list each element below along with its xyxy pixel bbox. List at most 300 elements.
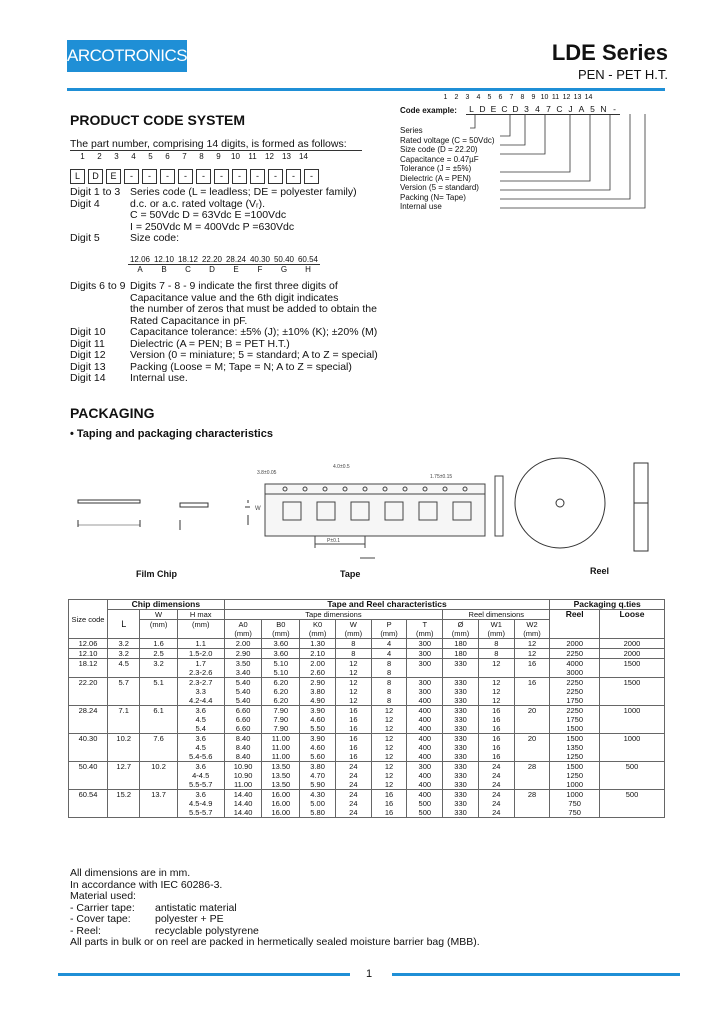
row-W1-line: 12 (492, 678, 501, 687)
row-size: 60.54 (69, 790, 108, 818)
row-P-line: 12 (384, 762, 394, 771)
row-reel-line: 750 (568, 808, 581, 817)
row-size: 18.12 (69, 659, 108, 678)
row-A0 (224, 790, 262, 818)
row-T (407, 790, 443, 818)
row-P-line: 12 (384, 724, 394, 733)
col-unit: (mm) (272, 629, 290, 638)
row-D-line: 330 (454, 678, 467, 687)
row-loose: 500 (599, 762, 664, 790)
row-D-line: 330 (454, 659, 467, 668)
col-label: P (386, 620, 392, 629)
row-reel-line: 1500 (566, 724, 584, 733)
film-chip-label: Film Chip (136, 569, 177, 579)
example-digit-number: 8 (520, 94, 525, 101)
row-K0-line: 5.80 (310, 808, 325, 817)
row-H-line: 4.5 (195, 715, 206, 724)
row-A0-line: 5.40 (235, 678, 251, 687)
row-T (407, 639, 443, 649)
row-W1-line: 24 (492, 799, 501, 808)
row-W2: 20 (514, 734, 550, 762)
row-reel (550, 706, 600, 734)
row-K0-line: 5.90 (310, 780, 325, 789)
example-digit: N (598, 104, 609, 115)
table-row (69, 659, 665, 678)
row-D (443, 706, 479, 734)
row-H-line: 3.6 (195, 734, 206, 743)
row-H-line: 5.5-5.7 (189, 808, 213, 817)
row-TW-line: 16 (349, 724, 358, 733)
row-D-line: 180 (454, 639, 467, 648)
row-P-line: 12 (384, 706, 394, 715)
size-code: 22.20 (201, 255, 223, 264)
col-unit: (mm) (234, 629, 252, 638)
series-title: LDE Series (551, 40, 668, 65)
code-example-label: Code example: (400, 106, 457, 115)
row-K0 (300, 649, 336, 659)
row-A0-line: 2.00 (235, 639, 251, 648)
row-D (443, 659, 479, 678)
row-reel-line: 1500 (566, 734, 584, 743)
row-L: 15.2 (108, 790, 140, 818)
row-D-line: 330 (454, 752, 467, 761)
digit-number: 13 (282, 152, 291, 161)
row-B0-line: 7.90 (273, 724, 289, 733)
row-H-line: 4.2-4.4 (189, 696, 213, 705)
row-K0-line: 2.90 (310, 678, 325, 687)
digit-desc (130, 199, 410, 234)
row-D-line: 330 (454, 743, 467, 752)
col-6 (335, 620, 371, 639)
example-legend-item: Capacitance = 0.47µF (400, 154, 479, 164)
row-TW-line: 24 (349, 780, 358, 789)
row-D-line: 330 (454, 724, 467, 733)
row-loose: 1500 (599, 659, 664, 678)
digit-desc (130, 350, 430, 362)
row-T-line: 400 (418, 790, 432, 799)
row-reel (550, 734, 600, 762)
row-D (443, 762, 479, 790)
digit-key: Digit 10 (70, 326, 106, 338)
page-number: 1 (366, 968, 373, 980)
row-B0-line: 16.00 (271, 808, 291, 817)
row-H-line: 3.6 (195, 762, 206, 771)
row-K0 (300, 706, 336, 734)
row-K0-line: 2.60 (310, 668, 325, 677)
row-W1 (478, 790, 514, 818)
row-K0-line: 4.30 (310, 790, 325, 799)
table-row (69, 649, 665, 659)
digit-number-row (74, 152, 312, 161)
table-row (69, 734, 665, 762)
row-T-line: 400 (418, 734, 432, 743)
row-TW-line: 16 (349, 734, 358, 743)
row-B0-line: 6.20 (273, 678, 289, 687)
packaging-table (68, 599, 665, 818)
row-B0-line: 7.90 (273, 706, 289, 715)
row-TW-line: 12 (349, 696, 358, 705)
row-T-line: 400 (418, 724, 432, 733)
digit-box: - (250, 169, 265, 184)
row-W1-line: 8 (494, 649, 499, 658)
film-chip-drawing (70, 485, 260, 545)
example-digit-number: 14 (584, 94, 593, 101)
col-7 (371, 620, 407, 639)
row-TW-line: 24 (349, 799, 358, 808)
group-chip-dimensions: Chip dimensions (108, 600, 225, 610)
row-W2: 28 (514, 790, 550, 818)
col-reel: Reel (550, 610, 600, 639)
row-H-line: 1.1 (195, 639, 206, 648)
row-TW-line: 12 (349, 668, 358, 677)
svg-text:P±0.1: P±0.1 (327, 538, 341, 544)
col-unit: (mm) (451, 629, 470, 638)
row-D (443, 790, 479, 818)
row-D-line: 330 (454, 696, 467, 705)
row-reel-line: 1000 (566, 780, 584, 789)
digit-desc-line: Packing (Loose = M; Tape = N; A to Z = special) (130, 360, 352, 373)
row-loose: 2000 (599, 639, 664, 649)
row-reel (550, 639, 600, 649)
footer-line-right (392, 973, 680, 976)
material-key: - Carrier tape: (70, 901, 135, 914)
row-size: 12.10 (69, 649, 108, 659)
digit-number: 11 (248, 152, 257, 161)
row-B0-line: 6.20 (273, 687, 289, 696)
row-L: 7.1 (108, 706, 140, 734)
row-P-line: 12 (384, 743, 394, 752)
table-row (69, 706, 665, 734)
digit-desc-line: C = 50Vdc D = 63Vdc E =100Vdc (130, 209, 287, 221)
row-H-line: 5.4 (195, 724, 206, 733)
example-legend-item: Rated voltage (C = 50Vdc) (400, 135, 495, 145)
row-B0-line: 16.00 (271, 790, 291, 799)
row-TW (335, 678, 371, 706)
row-loose: 2000 (599, 649, 664, 659)
row-loose: 500 (599, 790, 664, 818)
digit-box: - (232, 169, 247, 184)
row-W1-line: 24 (492, 762, 501, 771)
size-letter: A (137, 265, 143, 274)
row-P (371, 762, 407, 790)
row-K0-line: 5.60 (310, 752, 325, 761)
digit-desc-line: Capacitance tolerance: ±5% (J); ±10% (K); ±20% (M) (130, 326, 378, 338)
row-H (177, 734, 224, 762)
row-TW (335, 639, 371, 649)
digit-key: Digit 5 (70, 232, 100, 244)
digit-desc (130, 373, 430, 385)
row-reel (550, 678, 600, 706)
digit-desc (130, 187, 410, 199)
example-digit-number: 13 (573, 94, 582, 101)
note-line: All dimensions are in mm. (70, 867, 191, 879)
example-digit-number: 11 (551, 94, 560, 101)
row-W1-line: 24 (492, 780, 501, 789)
table-row (69, 790, 665, 818)
digit-number: 8 (199, 152, 204, 161)
row-K0-line: 2.10 (310, 649, 325, 658)
tape-drawing (255, 458, 510, 568)
row-P-line: 12 (384, 752, 394, 761)
material-key: - Cover tape: (70, 913, 131, 925)
row-H-line: 5.5-5.7 (189, 780, 213, 789)
example-digit-number: 2 (454, 94, 459, 101)
row-K0-line: 4.90 (310, 696, 325, 705)
row-W1-line: 12 (492, 659, 501, 668)
example-digit-numbers (440, 94, 594, 101)
digit-number: 2 (97, 152, 102, 161)
digit-desc-line: Version (0 = miniature; 5 = standard; A to Z = special) (130, 349, 378, 361)
digit-number: 9 (216, 152, 221, 161)
row-A0-line: 2.90 (235, 649, 251, 658)
example-digit-number: 6 (498, 94, 503, 101)
product-code-heading: PRODUCT CODE SYSTEM (70, 112, 246, 128)
example-digit-number: 12 (562, 94, 571, 101)
example-digit: - (609, 104, 620, 115)
digit-desc (130, 327, 430, 339)
digit-box: L (70, 169, 85, 184)
row-T-line: 500 (418, 799, 432, 808)
digit-desc (130, 281, 430, 327)
row-B0-line: 11.00 (271, 752, 290, 761)
digit-box: E (106, 169, 121, 184)
row-A0 (224, 734, 262, 762)
row-TW-line: 12 (349, 678, 358, 687)
col-unit: (mm) (344, 629, 363, 638)
row-A0-line: 3.50 (235, 659, 251, 668)
row-L: 12.7 (108, 762, 140, 790)
size-letter: C (185, 265, 191, 274)
row-D (443, 639, 479, 649)
group-tape-reel: Tape and Reel characteristics (224, 600, 550, 610)
row-K0-line: 4.60 (310, 715, 325, 724)
row-A0 (224, 659, 262, 678)
row-A0-line: 6.60 (235, 706, 251, 715)
example-legend-item: Version (5 = standard) (400, 183, 479, 192)
row-W1-line: 8 (494, 639, 499, 648)
row-B0 (262, 790, 300, 818)
row-W: 13.7 (140, 790, 177, 818)
digit-desc-line: Series code (L = leadless; DE = polyester family) (130, 186, 357, 198)
row-W1-line: 24 (492, 808, 501, 817)
row-P-line: 4 (386, 639, 392, 648)
row-D-line: 330 (454, 762, 467, 771)
row-reel-line: 750 (568, 799, 581, 808)
row-TW-line: 24 (349, 762, 358, 771)
row-TW-line: 8 (351, 639, 356, 648)
row-A0-line: 8.40 (235, 752, 251, 761)
size-letter: E (233, 265, 239, 274)
row-H (177, 706, 224, 734)
table-row (69, 762, 665, 790)
row-W2: 16 (514, 678, 550, 706)
row-H-line: 1.5-2.0 (189, 649, 213, 658)
digit-row (70, 187, 410, 199)
row-reel-line: 2250 (566, 687, 584, 696)
digit-box: - (214, 169, 229, 184)
row-TW-line: 12 (349, 687, 358, 696)
digit-box: D (88, 169, 103, 184)
col-label: W (349, 620, 357, 629)
digit-key: Digit 12 (70, 349, 106, 361)
row-B0 (262, 734, 300, 762)
row-D-line: 330 (454, 790, 467, 799)
row-T-line: 300 (418, 687, 432, 696)
row-K0 (300, 734, 336, 762)
svg-text:3.8±0.05: 3.8±0.05 (257, 470, 277, 476)
row-P-line: 16 (384, 790, 394, 799)
row-reel-line: 1250 (566, 771, 584, 780)
example-legend-item: Dielectric (A = PEN) (400, 173, 471, 183)
row-K0 (300, 678, 336, 706)
reel-label: Reel (590, 566, 610, 576)
row-W2: 16 (514, 659, 550, 678)
row-D-line: 330 (454, 734, 467, 743)
example-legend-item: Series (400, 126, 423, 135)
row-H (177, 659, 224, 678)
row-H-line: 2.3-2.6 (189, 668, 213, 677)
table-row (69, 678, 665, 706)
row-D-line: 330 (454, 687, 467, 696)
row-A0 (224, 649, 262, 659)
col-unit: (mm) (523, 629, 541, 638)
example-legend-item: Internal use (400, 202, 442, 211)
row-B0 (262, 649, 300, 659)
row-H (177, 790, 224, 818)
footer-line-left (58, 973, 350, 976)
row-H-line: 4.5 (195, 743, 206, 752)
row-A0-line: 5.40 (235, 687, 251, 696)
digit-box: - (142, 169, 157, 184)
row-TW-line: 16 (349, 752, 358, 761)
row-P (371, 706, 407, 734)
row-T-line: 300 (418, 678, 432, 687)
row-size: 12.06 (69, 639, 108, 649)
digit-key: Digit 11 (70, 337, 105, 350)
col-10 (478, 620, 514, 639)
row-A0 (224, 762, 262, 790)
row-K0-line: 1.30 (310, 639, 325, 648)
col-4 (262, 620, 300, 639)
row-loose: 1000 (599, 706, 664, 734)
row-TW (335, 762, 371, 790)
digit-explanations-2 (70, 281, 430, 385)
row-W1-line: 16 (492, 724, 501, 733)
row-T-line: 400 (418, 706, 432, 715)
example-digit-number: 9 (531, 94, 536, 101)
row-TW-line: 16 (349, 743, 358, 752)
row-B0-line: 13.50 (271, 762, 291, 771)
digit-number: 12 (265, 152, 274, 161)
row-W2: 12 (514, 649, 550, 659)
col-label: W1 (490, 620, 502, 629)
row-W1-line: 24 (492, 790, 501, 799)
row-TW-line: 8 (351, 649, 356, 658)
row-A0-line: 14.40 (233, 799, 253, 808)
sub-reel-dims: Reel dimensions (443, 610, 550, 620)
row-P-line: 8 (386, 659, 392, 668)
row-K0-line: 5.00 (310, 799, 325, 808)
note-line: In accordance with IEC 60286-3. (70, 878, 223, 891)
packaging-heading: PACKAGING (70, 405, 155, 421)
row-A0-line: 5.40 (235, 696, 251, 705)
row-D-line: 330 (454, 715, 467, 724)
digit-row (70, 373, 430, 385)
row-K0-line: 2.00 (310, 659, 325, 668)
row-W1-line: 24 (492, 771, 501, 780)
row-T (407, 734, 443, 762)
unit-Hmax: (mm) (177, 620, 224, 639)
example-digit: 4 (532, 104, 543, 115)
material-value: recyclable polystyrene (155, 924, 259, 937)
row-H-line: 5.4-5.6 (189, 752, 213, 761)
row-H-line: 4.5-4.9 (189, 799, 213, 808)
col-9 (443, 620, 479, 639)
size-code: 28.24 (225, 255, 247, 264)
digit-desc-line: Internal use. (130, 372, 188, 384)
row-T-line: 300 (418, 762, 432, 771)
svg-text:4.0±0.5: 4.0±0.5 (333, 464, 350, 470)
size-letter: F (257, 265, 263, 274)
example-digit: C (499, 104, 510, 115)
row-W1 (478, 639, 514, 649)
row-H (177, 762, 224, 790)
row-K0-line: 4.70 (310, 771, 325, 780)
row-size: 22.20 (69, 678, 108, 706)
row-TW-line: 24 (349, 790, 358, 799)
digit-box: - (124, 169, 139, 184)
row-B0 (262, 762, 300, 790)
row-L: 4.5 (108, 659, 140, 678)
col-L: L (108, 610, 140, 639)
row-B0-line: 11.00 (271, 743, 290, 752)
row-B0-line: 13.50 (271, 780, 291, 789)
row-A0-line: 3.40 (235, 668, 251, 677)
row-T-line: 300 (418, 649, 432, 658)
example-legend-item: Packing (N= Tape) (400, 192, 466, 202)
row-D-line: 330 (454, 706, 467, 715)
example-digit-number: 5 (487, 94, 492, 101)
material-row (70, 914, 590, 926)
col-unit: (mm) (416, 629, 434, 638)
row-H-line: 3.3 (195, 687, 206, 696)
row-D (443, 734, 479, 762)
row-H-line: 3.6 (195, 706, 206, 715)
row-P-line: 8 (386, 668, 392, 677)
row-P (371, 639, 407, 649)
row-B0-line: 13.50 (271, 771, 291, 780)
row-W2: 20 (514, 706, 550, 734)
row-D-line: 330 (454, 799, 467, 808)
row-TW (335, 790, 371, 818)
material-value: polyester + PE (155, 913, 224, 925)
digit-key: Digit 4 (70, 197, 100, 210)
row-H-line: 1.7 (195, 659, 206, 668)
brand-logo: ARCOTRONICS (67, 40, 187, 72)
example-digit: D (477, 104, 488, 115)
digit-desc-line: Rated Capacitance in pF. (130, 314, 248, 327)
row-T-line: 300 (418, 639, 432, 648)
digit-explanations-1 (70, 187, 410, 245)
row-W: 10.2 (140, 762, 177, 790)
row-A0-line: 6.60 (235, 724, 251, 733)
row-TW (335, 649, 371, 659)
row-reel (550, 649, 600, 659)
digit-number: 7 (182, 152, 187, 161)
row-W1-line: 12 (492, 696, 501, 705)
example-digit-number: 7 (509, 94, 514, 101)
row-W1 (478, 649, 514, 659)
